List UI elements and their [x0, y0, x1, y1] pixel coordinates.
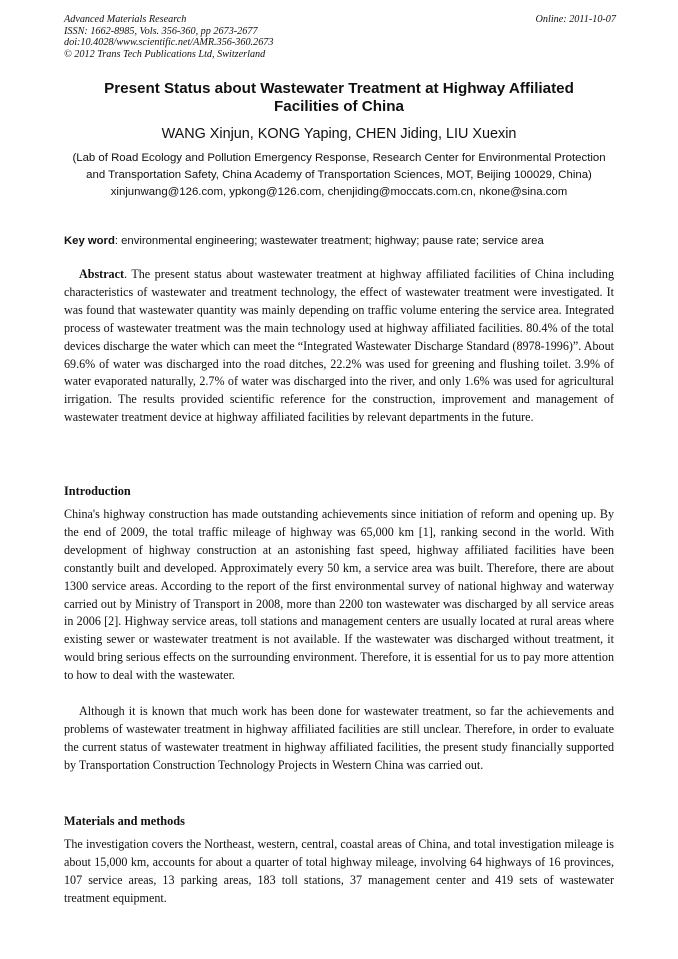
abstract-paragraph: [64, 266, 614, 427]
affiliation: (Lab of Road Ecology and Pollution Emergency Response, Research Center for Environmental Protection and Transportation Safety, China Academy of Transportation Sciences, MOT, Beijing 100029, China): [72, 152, 606, 181]
introduction-paragraph-1: China's highway construction has made outstanding achievements since initiation of reform and opening up. By the end of 2009, the total traffic mileage of highway was 65,000 km [1], ranking second in the world. With development of highway construction at an astonishing fast speed, highway affiliated facilities have been constantly built and developed. Approximately every 50 km, a service area was built. Therefore, there are about 1300 service areas. According to the report of the first environmental survey of national highway and waterway carried out by Ministry of Transport in 2008, more than 2200 ton wastewater was discharged by all service areas in 2006 [2]. Highway service areas, toll stations and management centers are usually located at rural areas where existing sewer or wastewater treatment is not available. If the wastewater was discharged without treatment, it would bring serious effects on the surrounding environment. Therefore, it is essential for us to pay more attention to how to deal with the wastewater.: [64, 507, 614, 683]
keywords-label: Key word: [64, 235, 115, 247]
paper-title: Present Status about Wastewater Treatment at Highway Affiliated Facilities of China: [104, 80, 574, 115]
doi-line: doi:10.4028/www.scientific.net/AMR.356-360.2673: [64, 37, 274, 49]
author-emails: xinjunwang@126.com, ypkong@126.com, chenjiding@moccats.com.cn, nkone@sina.com: [110, 186, 568, 198]
introduction-heading: Introduction: [64, 484, 131, 498]
abstract-text: . The present status about wastewater treatment at highway affiliated facilities of China including characteristics of wastewater and treatment technology, the effect of wastewater treatment were investigated. It was found that wastewater quantity was mainly depending on traffic volume entering the service area. Integrated process of wastewater treatment was the main technology used at highway affiliated facilities. 80.4% of the total devices discharge the water which can meet the “Integrated Wastewater Discharge Standard (8978-1996)”. About 69.6% of water was discharged into the road ditches, 22.2% was used for greening and flushing toilet. 3.9% of water evaporated naturally, 2.7% of water was discharged into the river, and only 1.6% was used for agricultural irrigation. The results provided scientific reference for the construction, improvement and management of wastewater treatment device at highway affiliated facilities by relevant departments in the future.: [64, 267, 614, 425]
keywords-text: : environmental engineering; wastewater treatment; highway; pause rate; service area: [114, 235, 544, 247]
issn-line: ISSN: 1662-8985, Vols. 356-360, pp 2673-2677: [64, 25, 258, 37]
journal-name: Advanced Materials Research: [64, 14, 187, 25]
methods-paragraph-1: The investigation covers the Northeast, western, central, coastal areas of China, and total investigation mileage is about 15,000 km, accounts for about a quarter of total highway mileage, involving 64 highways of 16 provinces, 107 service areas, 13 parking areas, 183 toll stations, 37 management center and 419 sets of wastewater treatment equipment.: [64, 837, 614, 905]
keywords: [64, 234, 616, 249]
copyright-line: © 2012 Trans Tech Publications Ltd, Switzerland: [64, 48, 266, 60]
online-date: Online: 2011-10-07: [535, 14, 616, 25]
journal-header: [64, 14, 616, 60]
abstract-label: Abstract: [79, 267, 125, 281]
affiliation-block: [64, 150, 614, 201]
methods-heading: Materials and methods: [64, 814, 185, 828]
introduction-paragraph-2: Although it is known that much work has been done for wastewater treatment, so far the achievements and problems of wastewater treatment in highway affiliated facilities are still unclear. Therefore, in order to evaluate the current status of wastewater treatment in highway affiliated facilities, the present study financially supported by Transportation Construction Technology Projects in Western China was carried out.: [64, 704, 614, 772]
author-list: WANG Xinjun, KONG Yaping, CHEN Jiding, LIU Xuexin: [161, 126, 517, 142]
